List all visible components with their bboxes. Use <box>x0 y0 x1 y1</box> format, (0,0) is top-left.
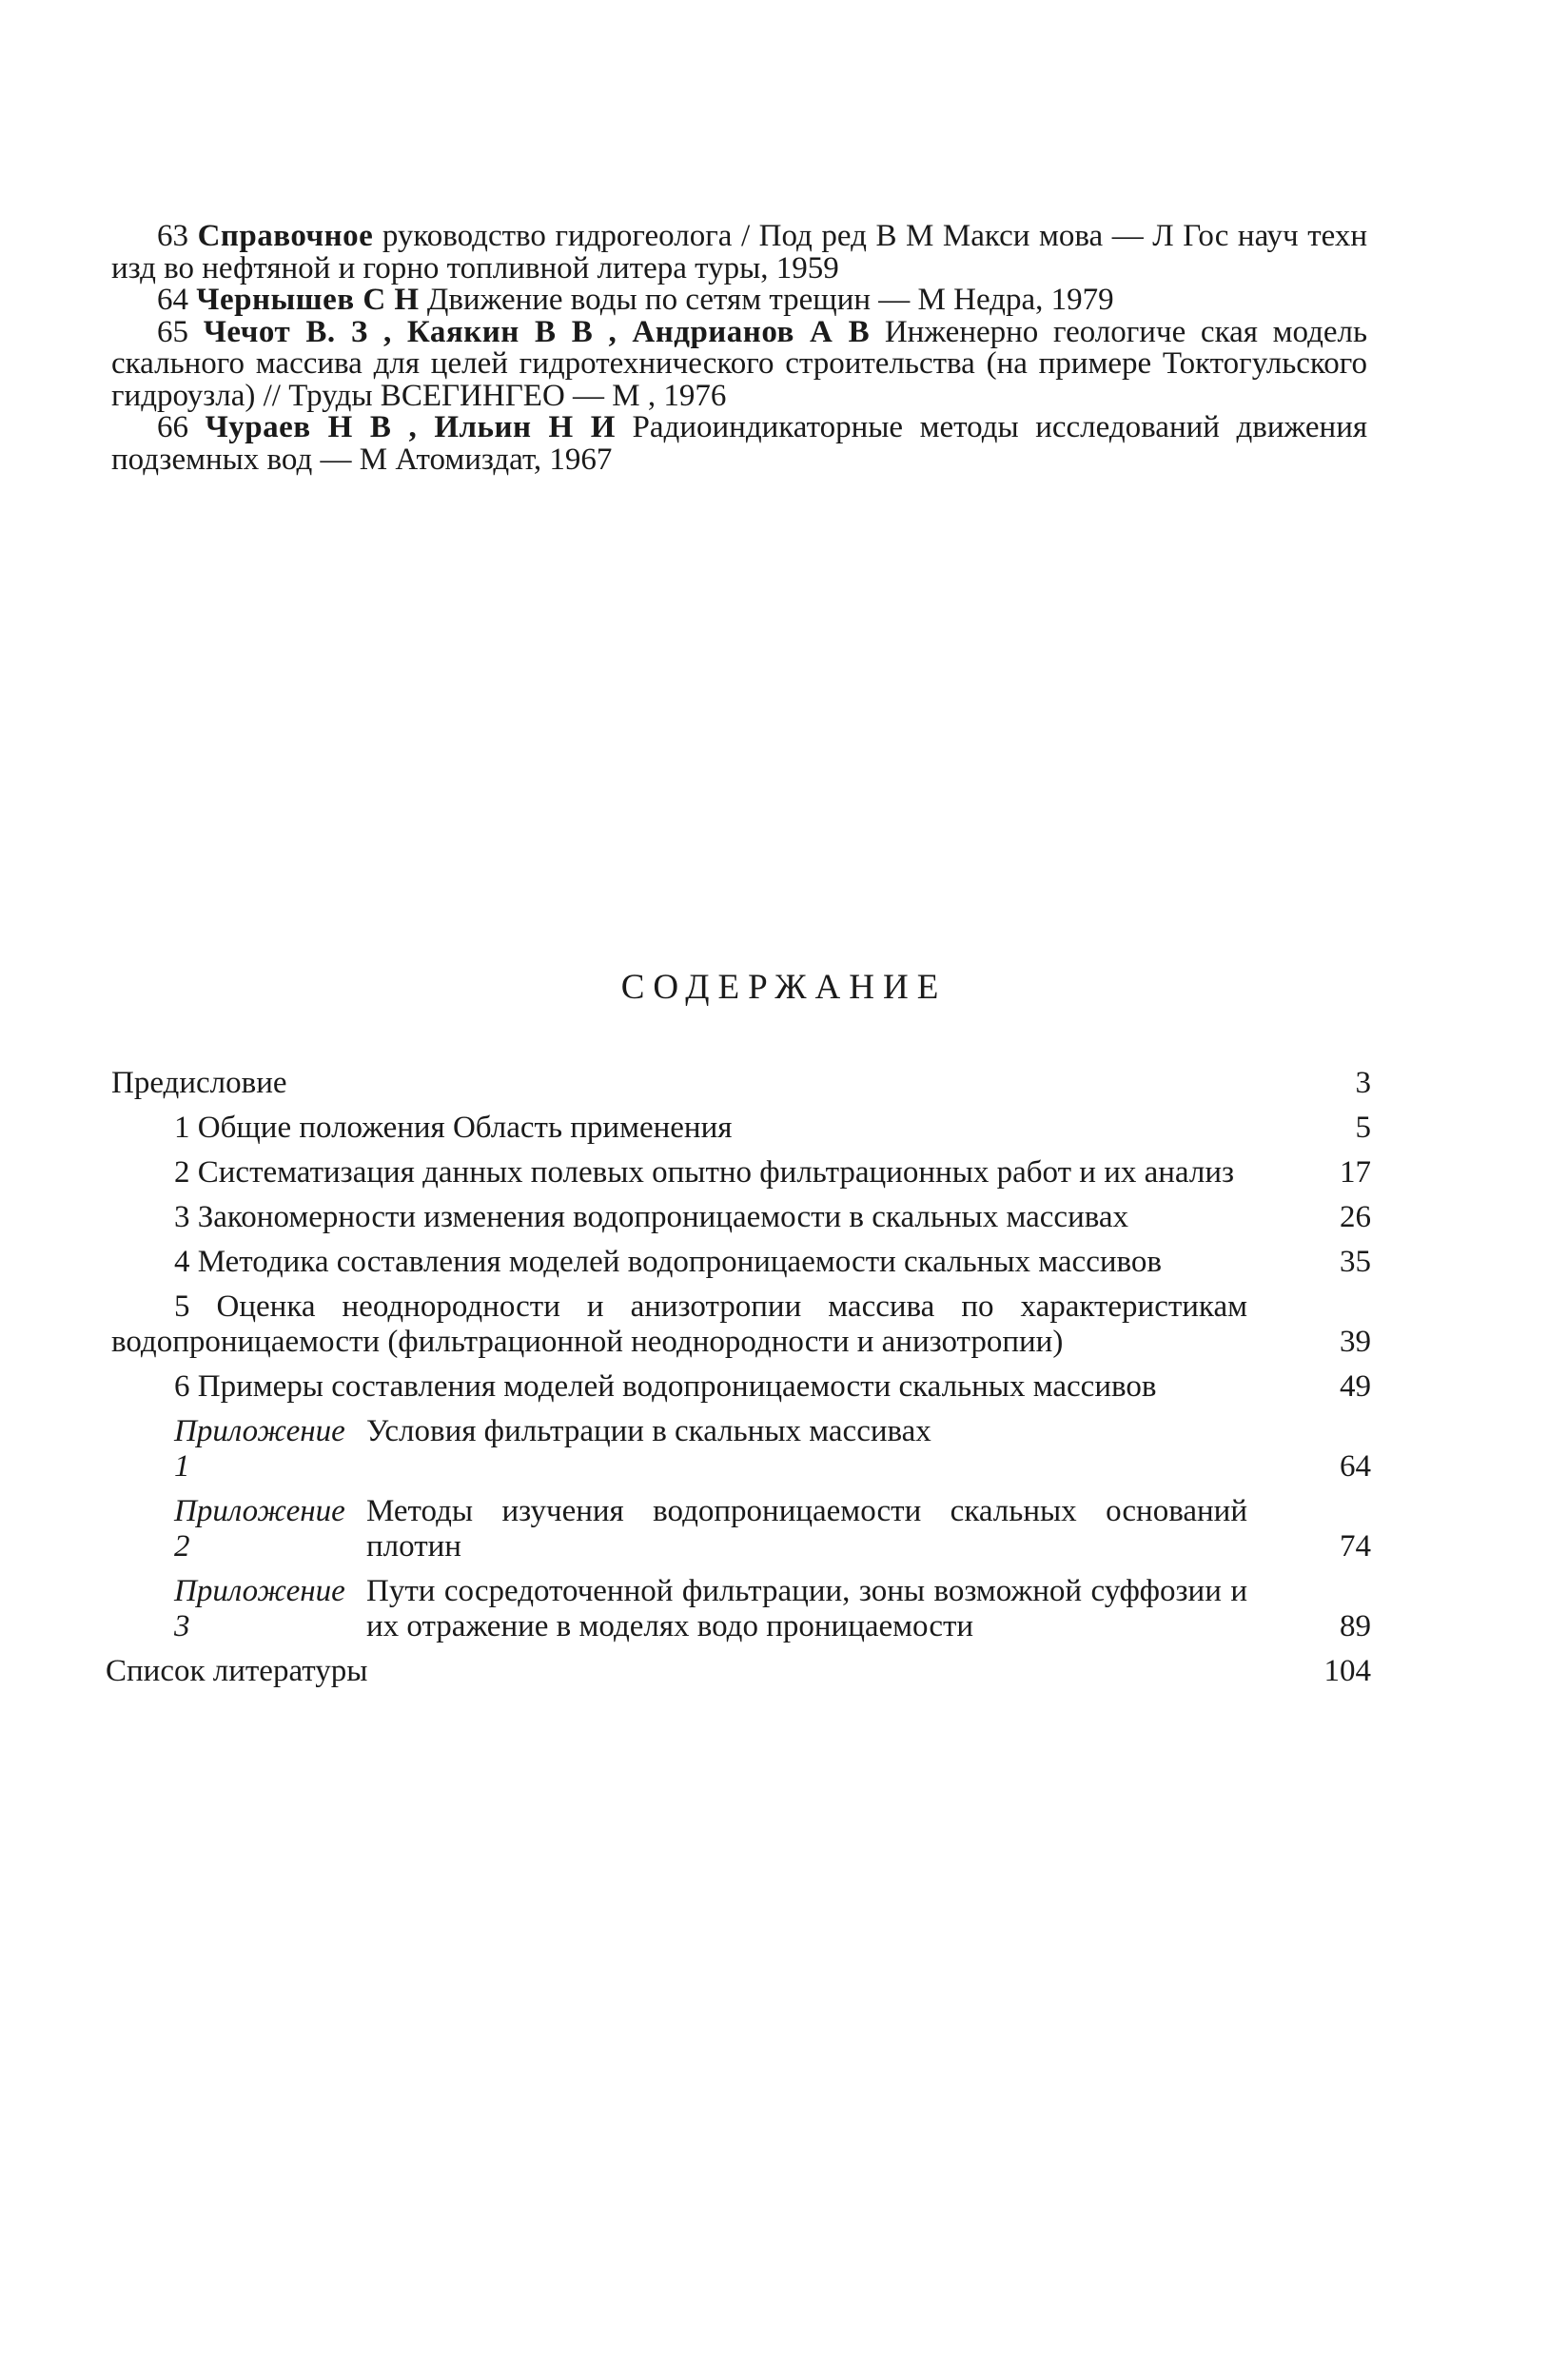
references-list <box>111 221 1367 476</box>
toc-entry <box>111 1155 1371 1190</box>
toc-entry-title: 6 Примеры составления моделей водопроницаемости скальных массивов <box>174 1369 1157 1404</box>
toc-entry-page: 89 <box>1340 1609 1371 1643</box>
appendix-title: Пути сосредоточенной фильтрации, зоны возможной суффозии и их отражение в моделях водо проницаемости <box>366 1574 1247 1643</box>
reference-item <box>111 412 1367 476</box>
toc-entry-page: 5 <box>1355 1111 1371 1145</box>
reference-item <box>111 221 1367 285</box>
toc-entry-page: 35 <box>1340 1245 1371 1279</box>
toc-entry-title: Предисловие <box>111 1066 287 1100</box>
reference-text: руководство гидрогеолога / Под ред В М Макси мова — Л Гос науч техн изд во нефтяной и горно топливной литера туры, 1959 <box>111 219 1368 285</box>
toc-entry-page: 104 <box>1323 1654 1371 1688</box>
toc-entry <box>111 1369 1371 1405</box>
toc-entry-page: 17 <box>1340 1155 1371 1190</box>
toc-entry-title: Список литературы <box>106 1654 368 1688</box>
appendix-title: Методы изучения водопроницаемости скальных оснований плотин <box>366 1494 1247 1564</box>
appendix-label: Приложение 2 <box>174 1494 345 1564</box>
toc-appendix-entry <box>111 1494 1371 1564</box>
reference-number: 65 <box>157 314 188 349</box>
reference-number: 63 <box>157 219 188 253</box>
toc-entry <box>111 1200 1371 1235</box>
reference-item <box>111 285 1367 317</box>
reference-authors: Чураев Н В , Ильин Н И <box>205 410 616 444</box>
toc-entry-title: 4 Методика составления моделей водопроницаемости скальных массивов <box>174 1245 1162 1279</box>
toc-entry <box>111 1245 1371 1280</box>
toc-entry-page: 26 <box>1340 1200 1371 1234</box>
toc-entry-page: 64 <box>1340 1449 1371 1484</box>
toc-entry <box>111 1111 1371 1146</box>
reference-number: 64 <box>157 283 188 317</box>
toc-heading: СОДЕРЖАНИЕ <box>620 967 948 1007</box>
reference-authors: Чечот В. З , Каякин В В , Андрианов А В <box>203 314 871 349</box>
toc-entry-page: 74 <box>1340 1529 1371 1564</box>
toc-entry-title: 3 Закономерности изменения водопроницаемости в скальных массивах <box>174 1200 1129 1234</box>
toc-entry-page: 39 <box>1340 1325 1371 1359</box>
reference-text: Движение воды по сетям трещин — М Недра, 1979 <box>426 283 1114 317</box>
reference-authors: Чернышев С Н <box>196 283 420 317</box>
toc-entry-page: 3 <box>1355 1066 1371 1100</box>
appendix-title: Условия фильтрации в скальных массивах <box>366 1414 931 1448</box>
toc-entry <box>111 1289 1371 1360</box>
toc-entry <box>111 1066 1371 1101</box>
toc-entry-page: 49 <box>1340 1369 1371 1404</box>
table-of-contents <box>106 1066 1371 1699</box>
toc-entry-title: 2 Систематизация данных полевых опытно фильтрационных работ и их анализ <box>174 1155 1235 1190</box>
toc-appendix-entry <box>111 1414 1371 1485</box>
toc-appendix-entry <box>111 1574 1371 1644</box>
toc-entry-title: 1 Общие положения Область применения <box>174 1111 733 1145</box>
reference-number: 66 <box>157 410 188 444</box>
reference-text: Инженерно геологиче ская модель скального массива для целей гидротехнического строительства (на примере Токтогульского гидроузла) // Труды ВСЕГИНГЕО — М , 1976 <box>111 314 1368 413</box>
appendix-label: Приложение 1 <box>174 1414 345 1484</box>
appendix-label: Приложение 3 <box>174 1574 345 1643</box>
reference-item <box>111 314 1368 413</box>
toc-bibliography-entry <box>106 1654 1371 1689</box>
toc-entry-title: 5 Оценка неоднородности и анизотропии массива по характеристикам водопроницаемости (фильтрационной неоднородности и анизотропии) <box>111 1289 1247 1359</box>
reference-authors: Справочное <box>197 219 374 253</box>
reference-text: Радиоиндикаторные методы исследований движения подземных вод — М Атомиздат, 1967 <box>111 410 1368 477</box>
